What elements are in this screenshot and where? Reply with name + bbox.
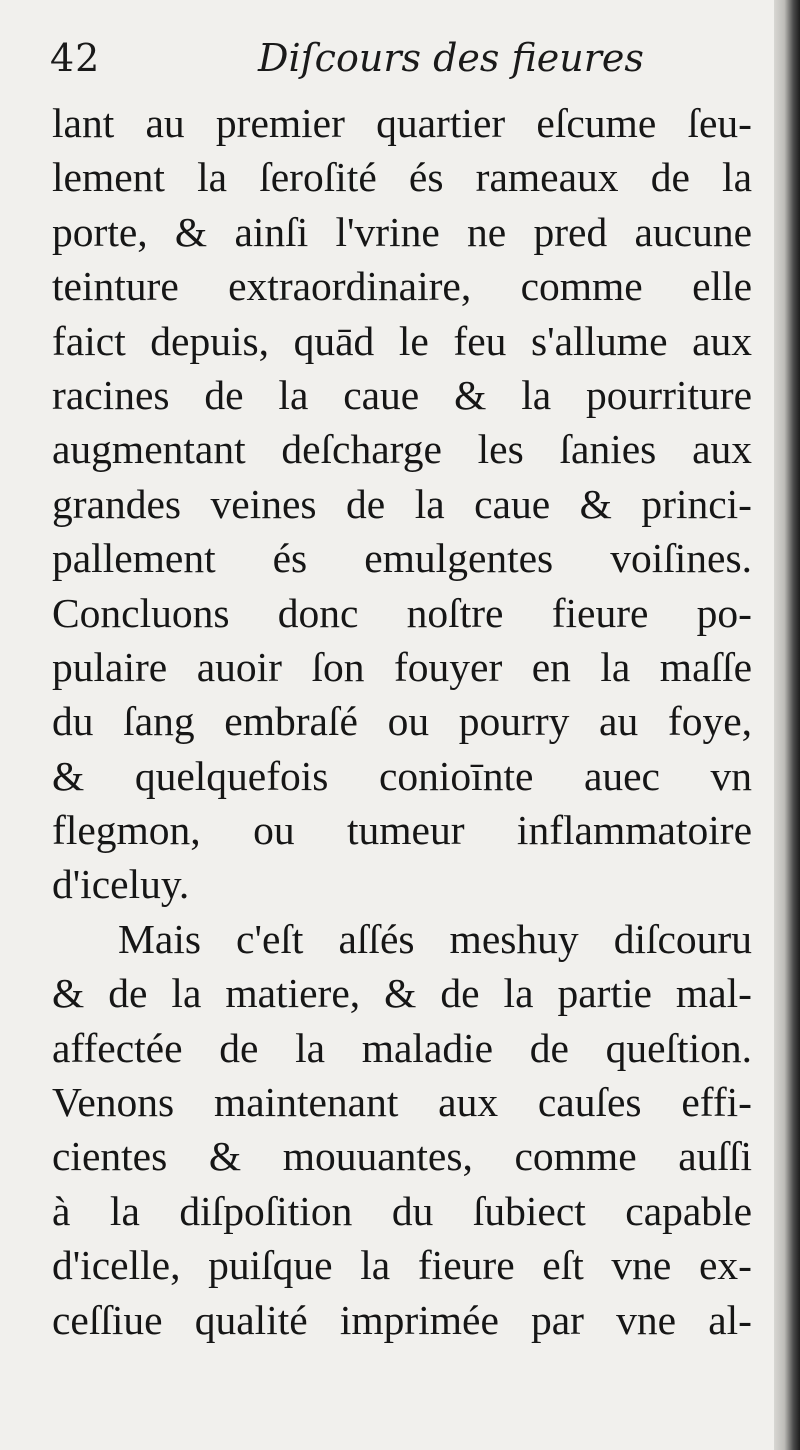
text-line: ceſſiue qualité imprimée par vne al- <box>52 1296 752 1343</box>
page-header <box>50 30 750 90</box>
text-line: & quelquefois conioīnte auec vn <box>52 752 752 799</box>
text-line: affectée de la maladie de queſtion. <box>52 1024 752 1071</box>
text-line: Venons maintenant aux cauſes effi- <box>52 1079 752 1126</box>
page-edge-shadow <box>774 0 800 1450</box>
text-line: Concluons donc noſtre fieure po- <box>52 589 752 636</box>
text-line: teinture extraordinaire, comme elle <box>52 263 752 310</box>
text-line: pulaire auoir ſon fouyer en la maſſe <box>52 643 752 690</box>
text-line: faict depuis, quād le feu s'allume aux <box>52 317 752 364</box>
text-line: & de la matiere, & de la partie mal- <box>52 970 752 1017</box>
text-line: d'icelle, puiſque la fieure eſt vne ex- <box>52 1242 752 1289</box>
text-line: porte, & ainſi l'vrine ne pred aucune <box>52 208 752 255</box>
text-line: augmentant deſcharge les ſanies aux <box>52 426 752 473</box>
text-line: flegmon, ou tumeur inflammatoire <box>52 807 752 854</box>
text-line: lement la ſeroſité és rameaux de la <box>52 154 752 201</box>
text-line: lant au premier quartier eſcume ſeu- <box>52 100 752 146</box>
text-line: grandes veines de la caue & princi- <box>52 480 752 527</box>
running-title: Diſcours des fieures <box>258 36 644 80</box>
text-line: du ſang embraſé ou pourry au foye, <box>52 698 752 745</box>
text-line: d'iceluy. <box>52 861 190 908</box>
text-line: pallement és emulgentes voiſines. <box>52 535 752 582</box>
text-line: racines de la caue & la pourriture <box>52 371 752 418</box>
text-line: à la diſpoſition du ſubiect capable <box>52 1187 752 1234</box>
page-number: 42 <box>50 36 101 80</box>
text-line: cientes & mouuantes, comme auſſi <box>52 1133 752 1180</box>
body-text <box>52 96 752 1347</box>
text-line: Mais c'eſt aſſés meshuy diſcouru <box>118 915 752 962</box>
